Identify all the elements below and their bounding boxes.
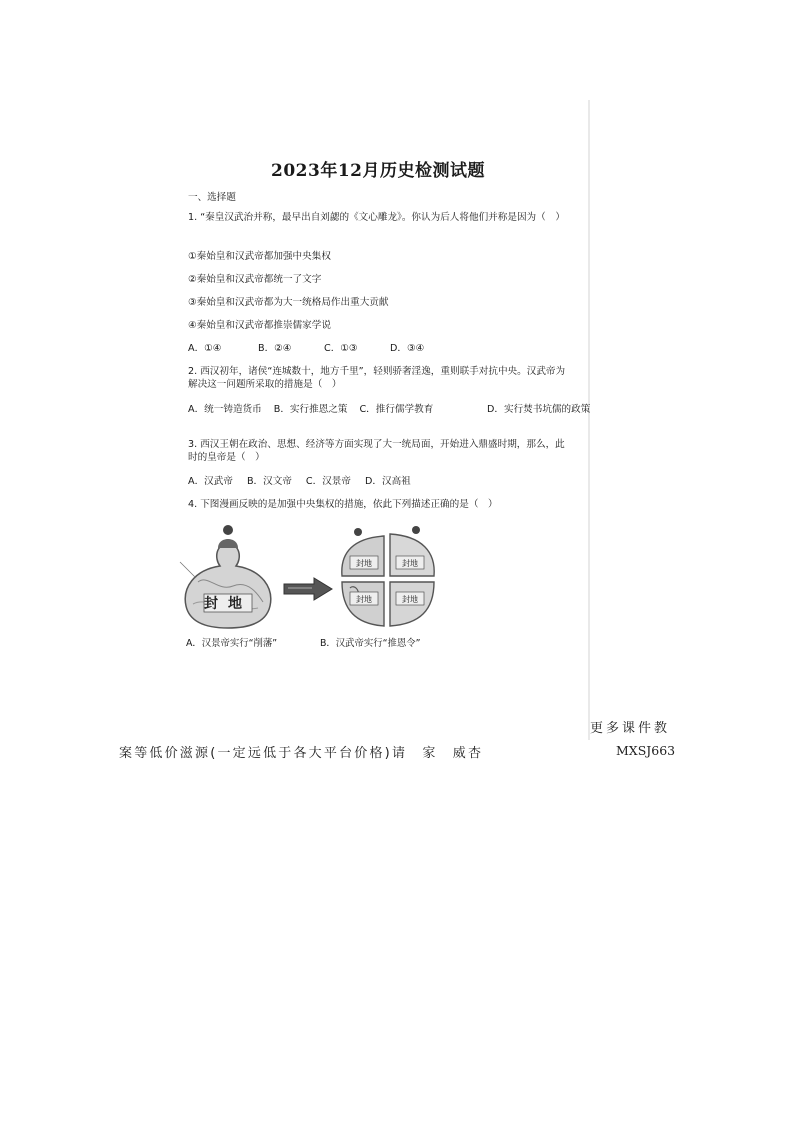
question-3-options: [188, 475, 425, 488]
exam-title: 2023年12月历史检测试题: [271, 161, 485, 181]
divided-fief-illustration: [336, 524, 440, 630]
question-1-statement-3: ③秦始皇和汉武帝都为大一统格局作出重大贡献: [188, 297, 389, 308]
question-1-options: [188, 342, 438, 355]
question-1-statement-2: ②秦始皇和汉武帝都统一了文字: [188, 274, 322, 285]
option-a: A．统一铸造货币: [188, 404, 262, 415]
footer-promo-line-2: 案等低价滋源(一定远低于各大平台价格)请 家 威杏: [119, 746, 484, 761]
question-2-options: [188, 403, 445, 416]
option-d: D．③④: [390, 343, 425, 354]
fief-label-4: 封地: [402, 595, 418, 604]
question-1-statement-4: ④秦始皇和汉武帝都推崇儒家学说: [188, 320, 331, 331]
option-b: B．实行推恩之策: [273, 404, 348, 415]
fief-label-3: 封地: [356, 595, 372, 604]
question-2-option-d: D．实行焚书坑儒的政策: [487, 404, 591, 415]
option-d: D．汉高祖: [365, 476, 411, 487]
right-arrow-icon: [282, 576, 334, 602]
option-c: C．汉景帝: [305, 476, 351, 487]
option-b: B．②④: [258, 343, 292, 354]
left-fief-label: 封地: [204, 596, 252, 612]
section-heading: 一、选择题: [188, 192, 236, 203]
question-1-stem: 1. “秦皇汉武治并称，最早出自刘勰的《文心雕龙》。你认为后人将他们并称是因为（ ）: [188, 212, 565, 223]
scan-page-edge: [588, 100, 590, 740]
option-a: A．汉武帝: [188, 476, 233, 487]
footer-wechat-id: MXSJ663: [616, 743, 676, 758]
fief-label-1: 封地: [356, 559, 372, 568]
question-1-statement-1: ①秦始皇和汉武帝都加强中央集权: [188, 251, 331, 262]
option-a: A．①④: [188, 343, 222, 354]
question-3-stem: 3. 西汉王朝在政治、思想、经济等方面实现了大一统局面，开始进入鼎盛时期，那么，此时的皇帝是（ ）: [188, 439, 565, 463]
option-b: B．汉文帝: [246, 476, 292, 487]
footer-promo-line-1: 更多课件教: [590, 721, 671, 736]
fief-label-2: 封地: [402, 559, 418, 568]
option-c: C．推行儒学教育: [359, 404, 434, 415]
question-4-stem: 4. 下图漫画反映的是加强中央集权的措施，依此下列描述正确的是（ ）: [188, 499, 498, 510]
question-4-option-b: B．汉武帝实行“推恩令”: [320, 638, 421, 649]
question-4-option-a: A．汉景帝实行“削藩”: [186, 638, 278, 649]
question-2-stem: 2. 西汉初年，诸侯“连城数十，地方千里”，轻则骄奢淫逸，重则联手对抗中央。汉武帝为解决这一问题所采取的措施是（ ）: [188, 366, 566, 390]
gourd-fief-illustration: [178, 522, 278, 630]
option-c: C．①③: [324, 343, 358, 354]
